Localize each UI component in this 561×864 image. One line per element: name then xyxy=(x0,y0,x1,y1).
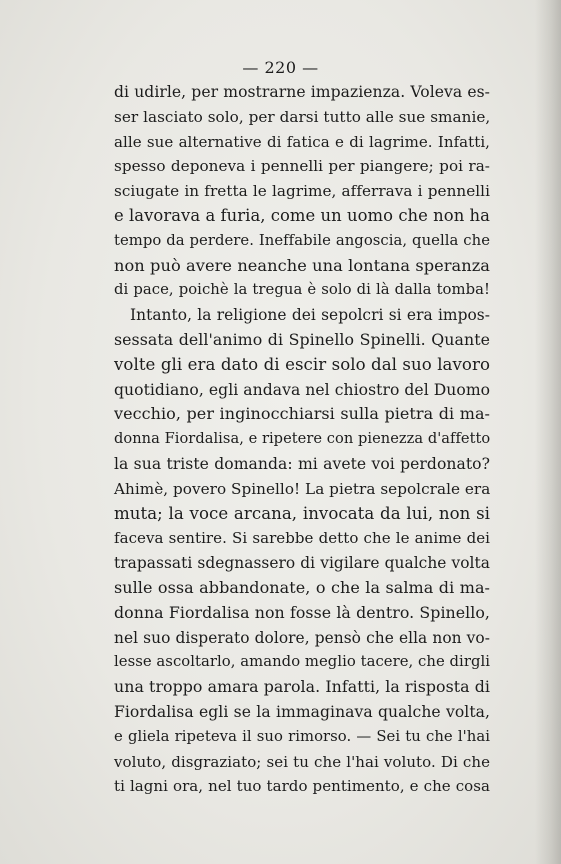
text-line: vecchio, per inginocchiarsi sulla pietra di ma- xyxy=(114,404,490,424)
text-line: sciugate in fretta le lagrime, afferrava i pennelli xyxy=(114,182,490,201)
page-edge-shadow xyxy=(535,0,561,864)
text-line: la sua triste domanda: mi avete voi perdonato? xyxy=(114,454,490,473)
text-line: di pace, poichè la tregua è solo di là dalla tomba! xyxy=(114,281,490,299)
text-line: volte gli era dato di escir solo dal suo lavoro xyxy=(114,354,490,374)
text-line: una troppo amara parola. Infatti, la risposta di xyxy=(114,677,490,697)
text-line: nel suo disperato dolore, pensò che ella non vo- xyxy=(114,628,490,647)
text-line: non può avere neanche una lontana speranza xyxy=(114,255,490,275)
text-line: spesso deponeva i pennelli per piangere; poi ra- xyxy=(114,157,490,176)
text-line: voluto, disgraziato; sei tu che l'hai voluto. Di che xyxy=(114,752,490,771)
text-line: faceva sentire. Si sarebbe detto che le anime dei xyxy=(114,529,490,548)
text-line: tempo da perdere. Ineffabile angoscia, quella che xyxy=(114,231,490,249)
text-line: ti lagni ora, nel tuo tardo pentimento, e che cosa xyxy=(114,777,490,796)
text-line: e gliela ripeteva il suo rimorso. — Sei tu che l'hai xyxy=(114,727,490,745)
text-line: sulle ossa abbandonate, o che la salma di ma- xyxy=(114,577,490,597)
text-line-paragraph-start: Intanto, la religione dei sepolcri si era impos- xyxy=(130,306,490,325)
text-line: alle sue alternative di fatica e di lagrime. Infatti, xyxy=(114,132,490,151)
text-line: e lavorava a furia, come un uomo che non ha xyxy=(114,205,490,225)
text-line: ser lasciato solo, per darsi tutto alle sue smanie, xyxy=(114,107,491,126)
text-line: lesse ascoltarlo, amando meglio tacere, che dirgli xyxy=(114,653,491,671)
text-line: muta; la voce arcana, invocata da lui, non si xyxy=(114,503,490,523)
text-line: Fiordalisa egli se la immaginava qualche volta, xyxy=(114,702,490,721)
text-line: di udirle, per mostrarne impazienza. Voleva es- xyxy=(114,83,490,101)
text-line: Ahimè, povero Spinello! La pietra sepolcrale era xyxy=(114,479,491,498)
text-line: sessata dell'animo di Spinello Spinelli. Quante xyxy=(114,329,490,349)
text-line: trapassati sdegnassero di vigilare qualche volta xyxy=(114,554,490,573)
text-line: donna Fiordalisa, e ripetere con pienezza d'affetto xyxy=(114,430,491,448)
text-line: donna Fiordalisa non fosse là dentro. Spinello, xyxy=(114,602,490,622)
page-number: — 220 — xyxy=(242,58,319,77)
body-text xyxy=(114,80,490,799)
text-line: quotidiano, egli andava nel chiostro del Duomo xyxy=(114,380,491,399)
